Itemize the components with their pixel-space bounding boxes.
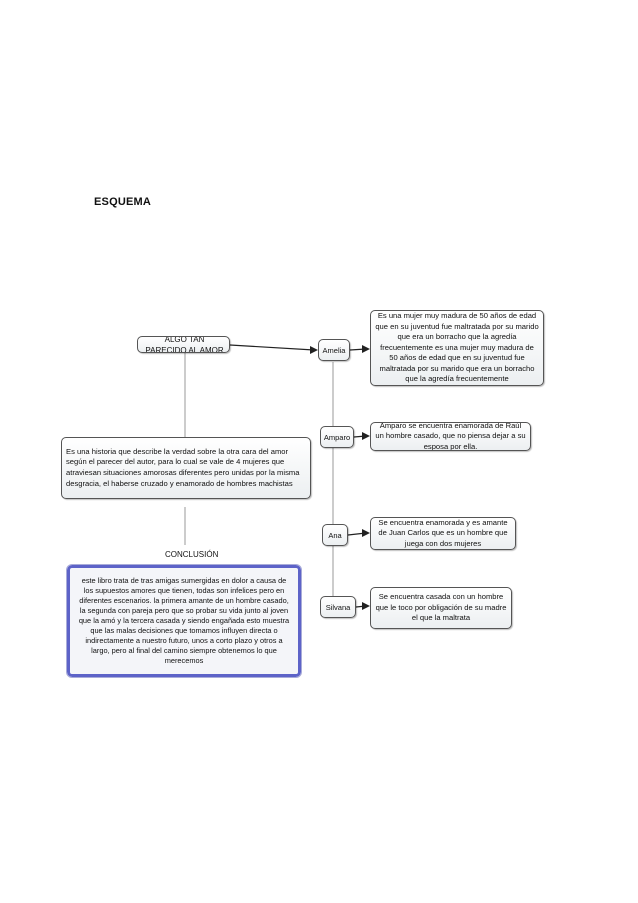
character-node-ana [322,524,348,546]
connector-title-to-amelia [230,345,314,350]
conclusion-node [67,565,301,677]
character-node-amparo [320,426,354,448]
character-name-silvana: Silvana [325,602,351,612]
arrowhead-amelia [310,346,318,354]
character-node-amelia [318,339,350,361]
character-text-amelia: Es una mujer muy madura de 50 años de edad que en su juventud fue maltratada por su marido que era un borracho que la agredía frecuentemente es una mujer muy madura de 50 años de edad que en su juventud fue maltratada por su marido que era un borracho que la agredía frecuentemente [375,310,539,384]
conclusion-text: este libro trata de tras amigas sumergidas en dolor a causa de los supuestos amores que tienen, todas son infelices pero en diferentes escenarios. la primera amante de un hombre casado, la segunda con pareja pero que so probar su vida junto al joven que la amó y la tercera casada y siendo engañada esto muestra que las malas decisiones que tomamos influyen directa o indirectamente a nuestro futuro, unos a corto plazo y otros a largo, pero al final del camino siempre obtenemos lo que merecemos [78,575,290,666]
character-name-amelia: Amelia [322,345,346,355]
map-title-text: ALGO TAN PARECIDO AL AMOR [145,336,224,353]
summary-text: Es una historia que describe la verdad sobre la otra cara del amor según el parecer del autor, para lo cual se vale de 4 mujeres que atraviesan situaciones amorosas diferentes pero unidas por la misma desgracia, el haberse cruzado y enamorado de hombres machistas [66,446,300,488]
conclusion-label: CONCLUSIÓN [165,550,219,559]
arrowhead-amelia-desc [362,345,370,353]
arrowhead-amparo-desc [362,432,370,440]
character-desc-silvana [370,587,512,629]
page-heading: ESQUEMA [94,196,152,208]
character-text-silvana: Se encuentra casada con un hombre que le toco por obligación de su madre el que la maltrata [375,592,507,623]
character-name-ana: Ana [328,530,342,540]
map-title-node [137,336,230,353]
character-desc-ana [370,517,516,550]
summary-node [61,437,311,499]
character-node-silvana [320,596,356,618]
character-desc-amparo [370,422,531,451]
character-desc-amelia [370,310,544,386]
character-text-ana: Se encuentra enamorada y es amante de Juan Carlos que es un hombre que juega con dos mujeres [378,517,508,548]
character-name-amparo: Amparo [323,432,351,442]
arrowhead-silvana-desc [362,602,370,610]
arrowhead-ana-desc [362,529,370,537]
character-text-amparo: Amparo se encuentra enamorada de Raúl un hombre casado, que no piensa dejar a su esposa por ella. [375,422,526,451]
